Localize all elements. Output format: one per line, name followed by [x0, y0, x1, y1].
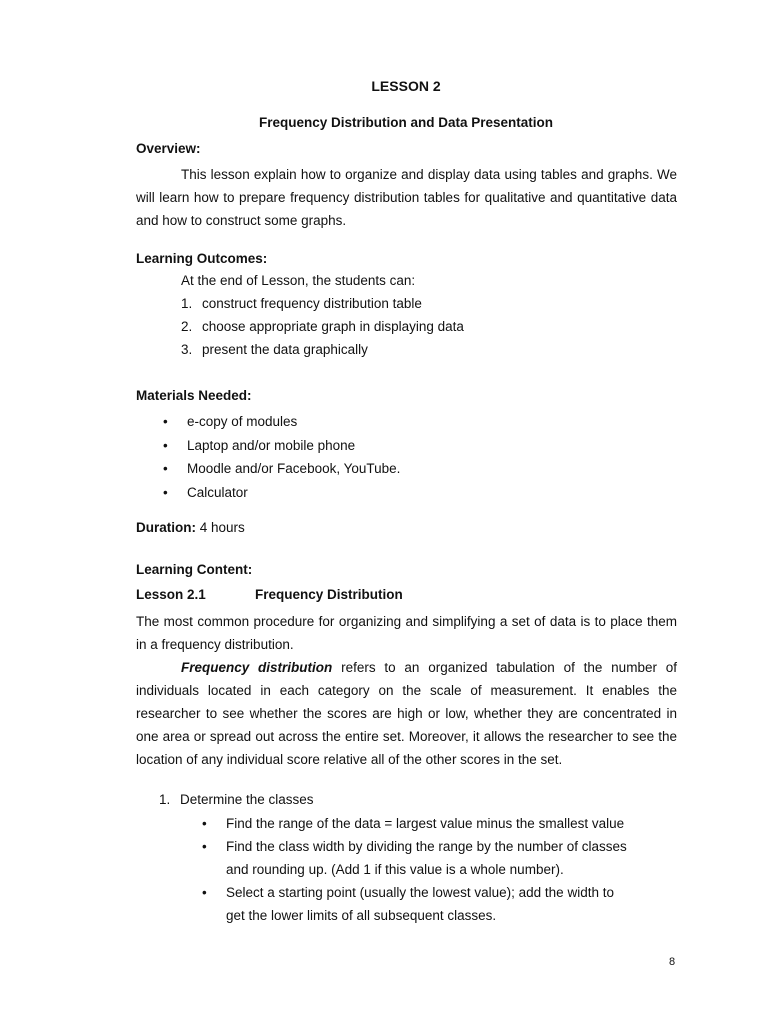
outcome-text: choose appropriate graph in displaying data	[202, 319, 464, 334]
bullet-icon: •	[202, 885, 207, 900]
class-step-3-continued: get the lower limits of all subsequent classes.	[226, 908, 497, 923]
outcome-item-2	[181, 319, 464, 334]
duration-value: 4 hours	[199, 520, 245, 535]
step-item-1	[159, 792, 314, 807]
outcome-number: 1.	[181, 296, 193, 311]
definition-paragraph	[136, 656, 677, 771]
outcome-text: construct frequency distribution table	[202, 296, 422, 311]
overview-heading: Overview:	[136, 141, 201, 156]
bullet-icon: •	[202, 816, 207, 831]
materials-item-text: Calculator	[187, 485, 248, 500]
learning-outcomes-heading: Learning Outcomes:	[136, 251, 268, 266]
class-step-text: Find the range of the data = largest value minus the smallest value	[226, 816, 625, 831]
lesson-subtitle: Frequency Distribution and Data Presentation	[258, 115, 554, 130]
intro-text: The most common procedure for organizing and simplifying a set of data is to place them in a frequency distribution.	[136, 614, 677, 652]
section-heading	[136, 587, 403, 602]
materials-item-2	[163, 438, 355, 453]
class-step-2	[202, 839, 627, 854]
class-step-text: Find the class width by dividing the range by the number of classes	[226, 839, 627, 854]
section-title: Frequency Distribution	[255, 587, 403, 602]
materials-item-text: Laptop and/or mobile phone	[187, 438, 356, 453]
bullet-icon: •	[163, 438, 168, 453]
materials-heading: Materials Needed:	[136, 388, 252, 403]
lesson-title: LESSON 2	[371, 78, 441, 94]
definition-term: Frequency distribution	[181, 660, 333, 675]
bullet-icon: •	[163, 485, 168, 500]
duration-line	[136, 520, 245, 535]
definition-text: refers to an organized tabulation of the number of individuals located in each category on the scale of measurement. It enables the researcher to see whether the scores are high or low, whether they are concentrated in one area or spread out across the entire set. Moreover, it allows the researcher to see the location of any individual score relative all of the other scores in the set.	[136, 660, 677, 767]
outcome-number: 3.	[181, 342, 193, 357]
learning-outcomes-intro: At the end of Lesson, the students can:	[181, 273, 416, 288]
outcome-text: present the data graphically	[202, 342, 368, 357]
step-text: Determine the classes	[180, 792, 314, 807]
outcome-item-3	[181, 342, 368, 357]
section-number: Lesson 2.1	[136, 587, 206, 602]
class-step-text: Select a starting point (usually the lowest value); add the width to	[226, 885, 614, 900]
materials-item-1	[163, 414, 297, 429]
materials-item-3	[163, 461, 400, 476]
overview-text: This lesson explain how to organize and display data using tables and graphs. We will learn how to prepare frequency distribution tables for qualitative and quantitative data and how to construct some graphs.	[136, 167, 677, 228]
overview-paragraph	[136, 163, 677, 232]
duration-label: Duration:	[136, 520, 196, 535]
bullet-icon: •	[163, 414, 168, 429]
materials-item-4	[163, 485, 248, 500]
step-number: 1.	[159, 792, 171, 807]
class-step-2-continued: and rounding up. (Add 1 if this value is a whole number).	[226, 862, 564, 877]
outcome-item-1	[181, 296, 422, 311]
class-step-3	[202, 885, 614, 900]
outcome-number: 2.	[181, 319, 193, 334]
materials-item-text: Moodle and/or Facebook, YouTube.	[187, 461, 401, 476]
materials-item-text: e-copy of modules	[187, 414, 298, 429]
page-number: 8	[669, 956, 676, 968]
intro-paragraph	[136, 610, 677, 656]
learning-content-heading: Learning Content:	[136, 562, 253, 577]
class-step-1	[202, 816, 624, 831]
bullet-icon: •	[202, 839, 207, 854]
bullet-icon: •	[163, 461, 168, 476]
